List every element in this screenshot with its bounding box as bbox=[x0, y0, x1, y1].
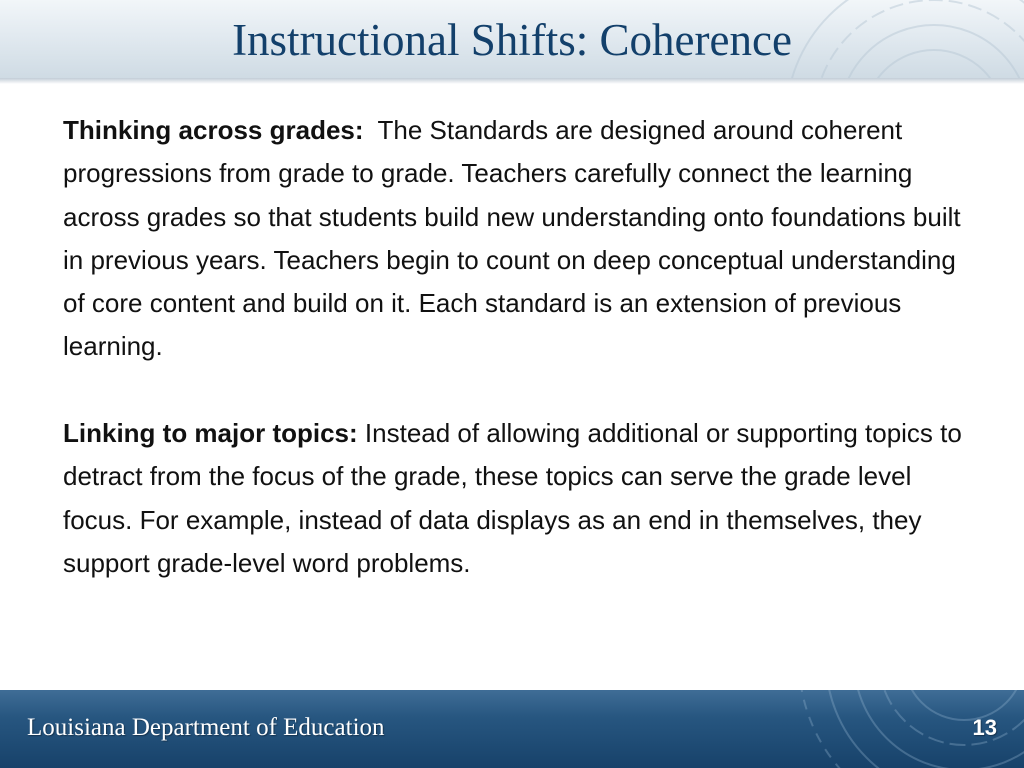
slide-title: Instructional Shifts: Coherence bbox=[232, 15, 792, 65]
paragraph-text: The Standards are designed around coherent progressions from grade to grade. Teachers carefully connect the learning across grades so that students build new understanding onto foundations built in previous years. Teachers begin to count on deep conceptual understanding of core content and build on it. Each standard is an extension of previous learning. bbox=[63, 115, 961, 362]
page-number: 13 bbox=[972, 715, 997, 740]
paragraph-linking-to-major-topics bbox=[63, 412, 963, 585]
slide-header bbox=[0, 0, 1024, 78]
organization-name: Louisiana Department of Education bbox=[27, 714, 385, 741]
paragraph-lead: Linking to major topics: bbox=[63, 418, 358, 449]
paragraph-thinking-across-grades bbox=[63, 109, 963, 369]
header-divider bbox=[0, 78, 1024, 84]
paragraph-lead: Thinking across grades: bbox=[63, 115, 364, 145]
decorative-arcs bbox=[564, 690, 1024, 768]
paragraph-text: Instead of allowing additional or supporting topics to detract from the focus of the grade, these topics can serve the grade level focus. For example, instead of data displays as an end in themselves, they support grade-level word problems. bbox=[63, 418, 962, 578]
slide-footer bbox=[0, 690, 1024, 768]
slide-body bbox=[63, 109, 963, 585]
